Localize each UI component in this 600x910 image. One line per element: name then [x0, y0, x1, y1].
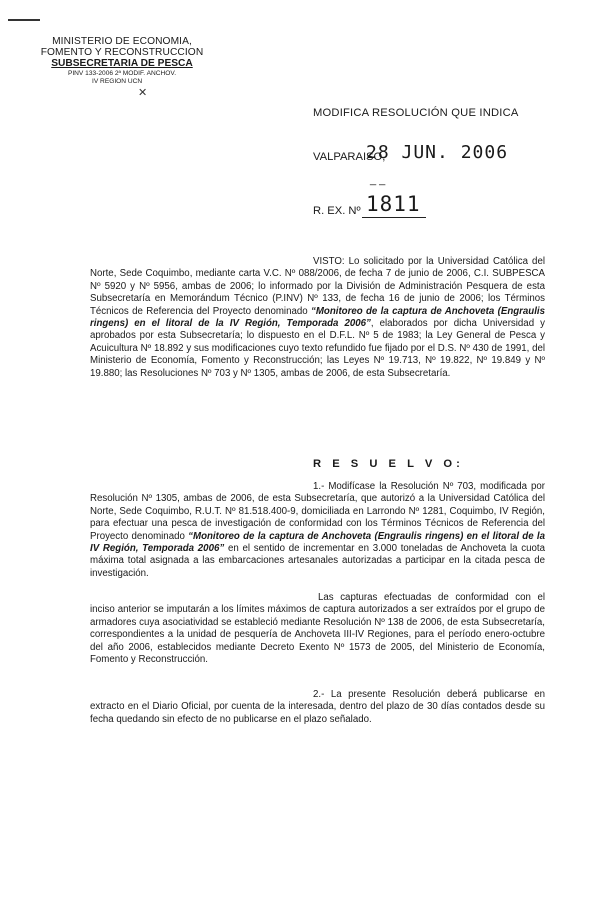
- visto-text-2: , elaborados por dicha Universidad y aprobados por esta Subsecretaría; lo dispuesto en el D.F.L. Nº 5 de 1983; la Ley General de Pesca y Acuicultura Nº 18.892 y sus modificaciones cuyo texto refundido fue fijado por el D.S. Nº 430 de 1991, del Ministerio de Economía, Fomento y Reconstrucción; las Leyes Nº 19.713, Nº 19.822, Nº 19.849 y Nº 19.880; las Resoluciones Nº 703 y Nº 1305, ambas de 2006, de esta Subsecretaría.: [90, 318, 545, 379]
- article-1-project-name: “Monitoreo de la captura de Anchoveta (Engraulis ringens) en el litoral de la IV Región, Temporada 2006”: [90, 530, 545, 555]
- article-1-text-1: 1.- Modifícase la Resolución Nº 703, modificada por Resolución Nº 1305, ambas de 2006, de esta Subsecretaría, que autorizó a la Universidad Católica del Norte, Sede Coquimbo, R.U.T. Nº 81.518.400-9, domiciliada en Larrondo Nº 1281, Coquimbo, IV Región, para efectuar una pesca de investigación de conformidad con los Términos Técnicos de Referencia del Proyecto denominado: [90, 481, 545, 542]
- resolution-label: R. EX. Nº: [313, 205, 361, 217]
- visto-text-1: VISTO: Lo solicitado por la Universidad Católica del Norte, Sede Coquimbo, mediante carta V.C. Nº 088/2006, de fecha 7 de junio de 2006, C.I. SUBPESCA Nº 5920 y Nº 5956, ambas de 2006; lo informado por la División de Administración Pesquera de esta Subsecretaría en Memorándum Técnico (P.INV) Nº 133, de fecha 16 de junio de 2006; los Términos Técnicos de Referencia del Proyecto denominado: [90, 256, 545, 317]
- reference-line: PINV 133-2006 2ª MODIF. ANCHOV.: [67, 70, 177, 77]
- ministry-line-2: FOMENTO Y RECONSTRUCCION: [40, 47, 204, 58]
- article-1b-text: Las capturas efectuadas de conformidad con el inciso anterior se imputarán a los límites máximos de captura autorizados a ser extraídos por el grupo de armadores cuya asociatividad se estableció mediante Resolución Nº 138 de 2006, de esta Subsecretaría, correspondientes a la unidad de pesquería de Anchoveta III-IV Regiones, para el período enero-octubre del año 2006, establecidos mediante Decreto Exento Nº 1573 de 2005, del Ministerio de Economía, Fomento y Reconstrucción.: [90, 592, 545, 666]
- resolution-dashes: _ _: [370, 174, 386, 186]
- resolution-number: 1811: [366, 192, 421, 216]
- scan-mark: [8, 19, 40, 21]
- resuelvo-heading: R E S U E L V O:: [313, 458, 464, 470]
- article-1-second-paragraph: [90, 592, 545, 666]
- letterhead: [22, 36, 222, 86]
- document-title: MODIFICA RESOLUCIÓN QUE INDICA: [313, 107, 519, 119]
- article-2-paragraph: [90, 689, 545, 726]
- article-1-paragraph: [90, 481, 545, 580]
- article-1-text-2: en el sentido de incrementar en 3.000 toneladas de Anchoveta la cuota máxima total asignada a las embarcaciones artesanales autorizadas a participar en la citada pesca de investigación.: [90, 543, 545, 579]
- initials-mark: ✕: [138, 87, 148, 99]
- visto-project-name: “Monitoreo de la captura de Anchoveta (Engraulis ringens) en el litoral de la IV Región, Temporada 2006”: [90, 305, 545, 330]
- article-2-text: 2.- La presente Resolución deberá publicarse en extracto en el Diario Oficial, por cuenta de la interesada, dentro del plazo de 30 días contados desde su fecha quedando sin efecto de no publicarse en el plazo señalado.: [90, 689, 545, 725]
- subsecretaria-name: SUBSECRETARIA DE PESCA: [51, 58, 193, 69]
- place-label: VALPARAISO,: [313, 151, 386, 163]
- date-stamp: 28 JUN. 2006: [366, 142, 509, 163]
- resolution-underline: [362, 217, 426, 218]
- visto-paragraph: [90, 256, 545, 380]
- region-line: IV REGION UCN: [92, 78, 143, 85]
- ministry-line-1: MINISTERIO DE ECONOMIA,: [52, 36, 192, 47]
